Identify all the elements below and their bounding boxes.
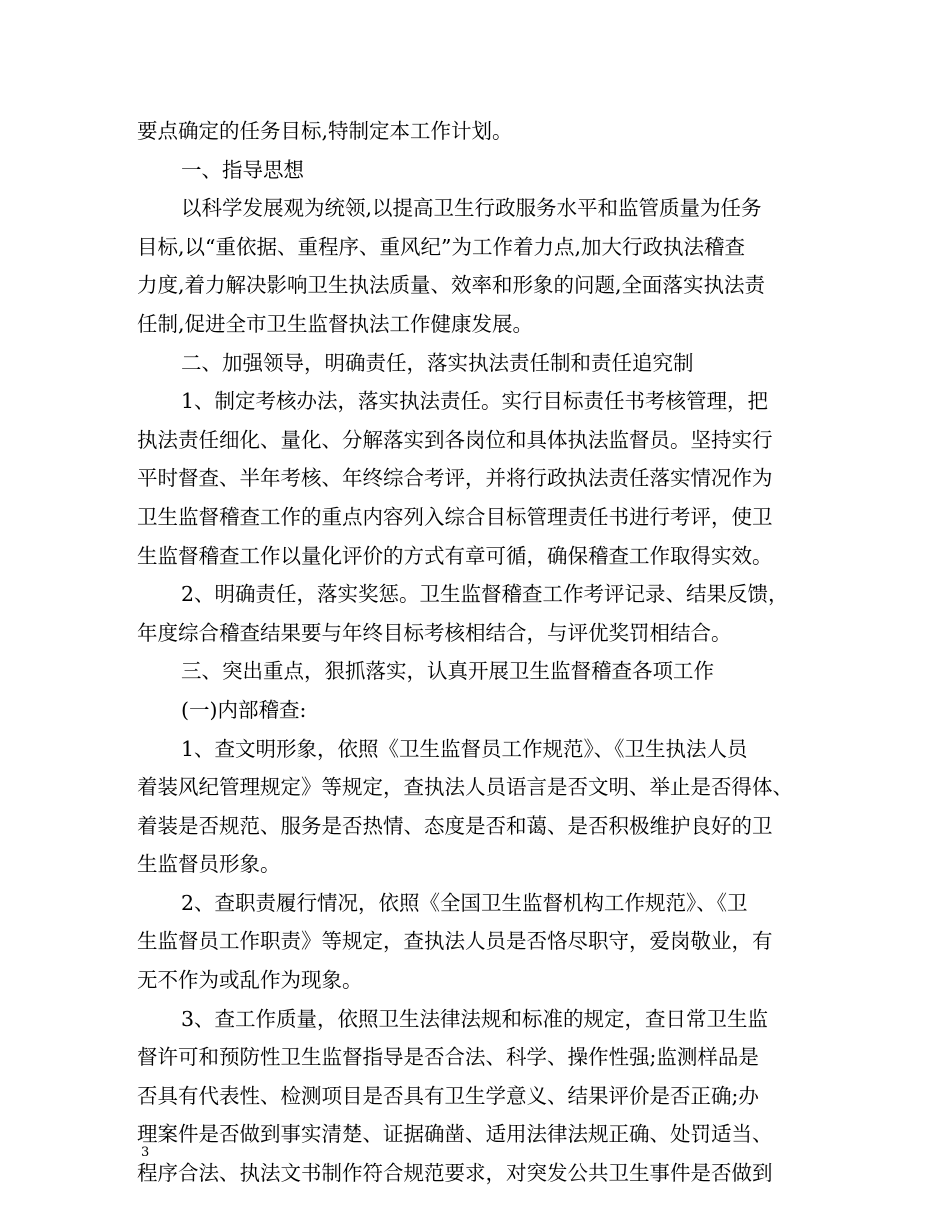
text-line: 要点确定的任务目标,特制定本工作计划。 xyxy=(137,119,513,143)
text-line: 生监督稽查工作以量化评价的方式有章可循，确保稽查工作取得实效。 xyxy=(137,543,773,568)
section-heading-key-points: 三、突出重点，狠抓落实，认真开展卫生监督稽查各项工作 xyxy=(181,659,714,684)
text-line: 年度综合稽查结果要与年终目标考核相结合，与评优奖罚相结合。 xyxy=(137,620,732,645)
text-line: 2、明确责任，落实奖惩。卫生监督稽查工作考评记录、结果反馈， xyxy=(181,582,789,607)
text-line: 程序合法、执法文书制作符合规范要求，对突发公共卫生事件是否做到 xyxy=(137,1161,773,1186)
text-line: 理案件是否做到事实清楚、证据确凿、适用法律法规正确、处罚适当、 xyxy=(137,1122,773,1147)
page-number: 3 xyxy=(141,1145,150,1160)
text-line: 2、查职责履行情况，依照《全国卫生监督机构工作规范》、《卫 xyxy=(181,890,748,915)
document-body xyxy=(137,112,831,1193)
text-line: 力度,着力解决影响卫生执法质量、效率和形象的问题,全面落实执法责 xyxy=(137,273,766,298)
text-line: 生监督员工作职责》等规定，查执法人员是否恪尽职守，爱岗敬业，有 xyxy=(137,929,773,954)
text-line: 督许可和预防性卫生监督指导是否合法、科学、操作性强;监测样品是 xyxy=(137,1045,759,1070)
subsection-heading-internal-audit: (一)内部稽查: xyxy=(181,697,307,722)
section-heading-leadership: 二、加强领导，明确责任，落实执法责任制和责任追究制 xyxy=(181,350,694,375)
text-line: 平时督查、半年考核、年终综合考评，并将行政执法责任落实情况作为 xyxy=(137,466,773,491)
section-heading-guiding-thought: 一、指导思想 xyxy=(181,157,304,182)
text-line: 着装风纪管理规定》等规定，查执法人员语言是否文明、举止是否得体、 xyxy=(137,775,793,800)
text-line: 以科学发展观为统领,以提高卫生行政服务水平和监管质量为任务 xyxy=(181,196,762,221)
text-line: 卫生监督稽查工作的重点内容列入综合目标管理责任书进行考评，使卫 xyxy=(137,504,773,529)
text-line: 否具有代表性、检测项目是否具有卫生学意义、结果评价是否正确;办 xyxy=(137,1083,759,1108)
text-line: 着装是否规范、服务是否热情、态度是否和蔼、是否积极维护良好的卫 xyxy=(137,813,773,838)
text-line: 执法责任细化、量化、分解落实到各岗位和具体执法监督员。坚持实行 xyxy=(137,427,773,452)
text-line: 生监督员形象。 xyxy=(137,852,281,877)
text-line: 1、查文明形象，依照《卫生监督员工作规范》、《卫生执法人员 xyxy=(181,736,748,761)
text-line: 3、查工作质量，依照卫生法律法规和标准的规定，查日常卫生监 xyxy=(181,1006,769,1031)
text-line: 目标,以“重依据、重程序、重风纪”为工作着力点,加大行政执法稽查 xyxy=(137,234,745,259)
text-line: 无不作为或乱作为现象。 xyxy=(137,968,363,993)
text-line: 任制,促进全市卫生监督执法工作健康发展。 xyxy=(137,311,534,336)
text-line: 1、制定考核办法，落实执法责任。实行目标责任书考核管理，把 xyxy=(181,389,769,414)
